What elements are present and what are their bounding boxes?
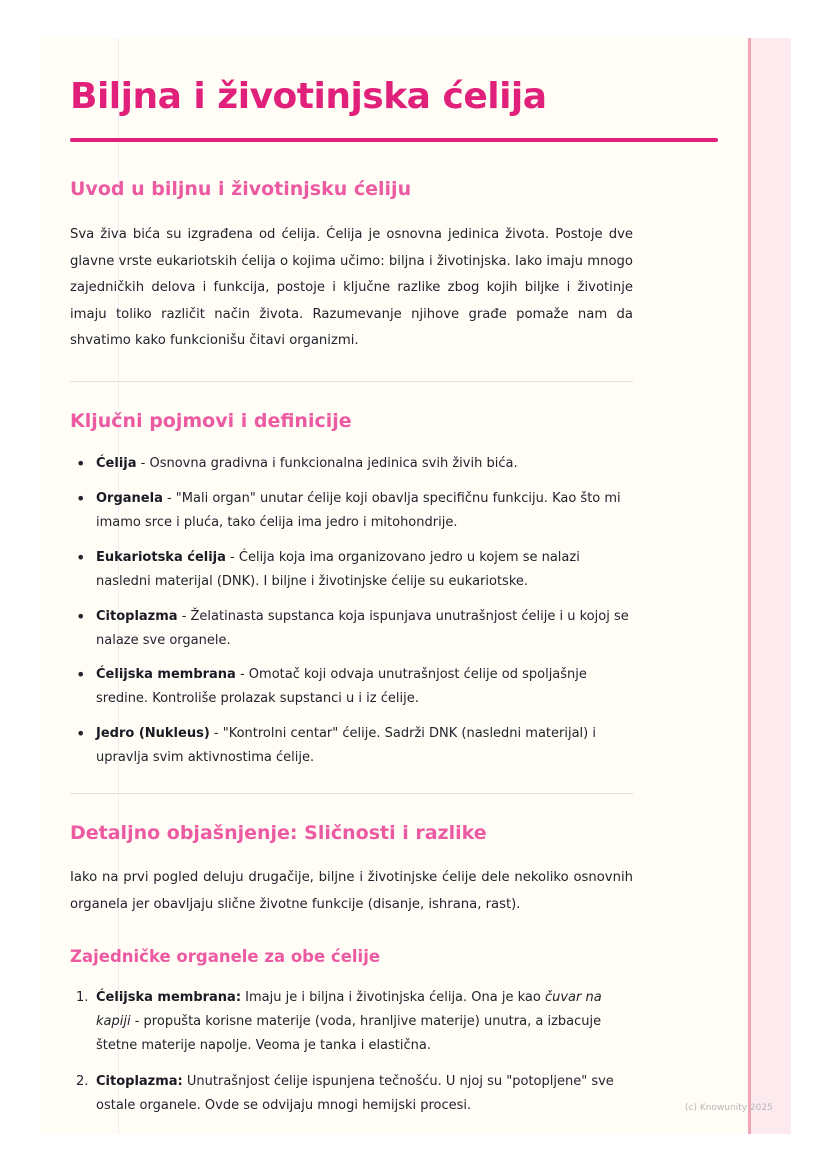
list-item	[96, 546, 633, 594]
section-divider	[70, 381, 633, 382]
title-underline	[70, 138, 718, 142]
term: Citoplazma:	[96, 1074, 183, 1089]
copyright-notice: (c) Knowunity 2025	[685, 1103, 773, 1113]
definition: - "Mali organ" unutar ćelije koji obavlja specifičnu funkciju. Kao što mi imamo srce i pluća, tako ćelija ima jedro i mitohondrije.	[96, 491, 621, 530]
list-item	[96, 452, 633, 476]
term: Eukariotska ćelija	[96, 550, 226, 565]
list-item	[96, 487, 633, 535]
section-divider	[70, 793, 633, 794]
subheading-common-organelles: Zajedničke organele za obe ćelije	[70, 947, 381, 966]
margin-line	[748, 38, 751, 1134]
definition: - Želatinasta supstanca koja ispunjava unutrašnjost ćelije i u kojoj se nalaze sve organele.	[96, 609, 629, 648]
list-item	[96, 663, 633, 711]
term: Organela	[96, 491, 163, 506]
term: Ćelijska membrana:	[96, 990, 242, 1005]
definition: - Osnovna gradivna i funkcionalna jedinica svih živih bića.	[136, 456, 518, 471]
intro-paragraph: Sva živa bića su izgrađena od ćelija. Ćelija je osnovna jedinica života. Postoje dve glavne vrste eukariotskih ćelija o kojima učimo: biljna i životinjska. Iako imaju mnogo zajedničkih delova i funkcija, postoje i ključne razlike zbog kojih biljke i životinje imaju toliko različit način života. Razumevanje njihove građe pomaže nam da shvatimo kako funkcionišu čitavi organizmi.	[70, 227, 633, 348]
definition: - Ćelija koja ima organizovano jedro u kojem se nalazi nasledni materijal (DNK). I biljne i životinjske ćelije su eukariotske.	[96, 550, 580, 589]
details-paragraph: Iako na prvi pogled deluju drugačije, biljne i životinjske ćelije dele nekoliko osnovnih organela jer obavljaju slične životne funkcije (disanje, ishrana, rast).	[70, 870, 633, 912]
definition: - Omotač koji odvaja unutrašnjost ćelije od spoljašnje sredine. Kontroliše prolazak supstanci u i iz ćelije.	[96, 667, 587, 706]
margin-band	[748, 38, 791, 1134]
term: Citoplazma	[96, 609, 178, 624]
term: Jedro (Nukleus)	[96, 726, 210, 741]
emphasis: čuvar na kapiji	[96, 990, 602, 1029]
section-heading-terms: Ključni pojmovi i definicije	[70, 410, 352, 432]
list-number: 1.	[76, 990, 89, 1005]
list-item	[96, 605, 633, 653]
section-heading-details: Detaljno objašnjenje: Sličnosti i razlike	[70, 822, 487, 844]
section-heading-intro: Uvod u biljnu i životinjsku ćeliju	[70, 178, 412, 200]
page-title: Biljna i životinjska ćelija	[70, 76, 547, 117]
list-item	[96, 722, 633, 770]
list-item	[76, 1070, 633, 1118]
list-item	[76, 986, 633, 1058]
text: - propušta korisne materije (voda, hranljive materije) unutra, a izbacuje štetne materije napolje. Veoma je tanka i elastična.	[96, 1014, 602, 1053]
term: Ćelijska membrana	[96, 667, 236, 682]
list-number: 2.	[76, 1074, 89, 1089]
definition: - "Kontrolni centar" ćelije. Sadrži DNK (nasledni materijal) i upravlja svim aktivnostima ćelije.	[96, 726, 596, 765]
notebook-page	[40, 38, 791, 1134]
text: Imaju je i biljna i životinjska ćelija. Ona je kao	[241, 990, 545, 1005]
text: Unutrašnjost ćelije ispunjena tečnošću. U njoj su "potopljene" sve ostale organele. Ovde se odvijaju mnogi hemijski procesi.	[96, 1074, 614, 1113]
term: Ćelija	[96, 456, 137, 471]
